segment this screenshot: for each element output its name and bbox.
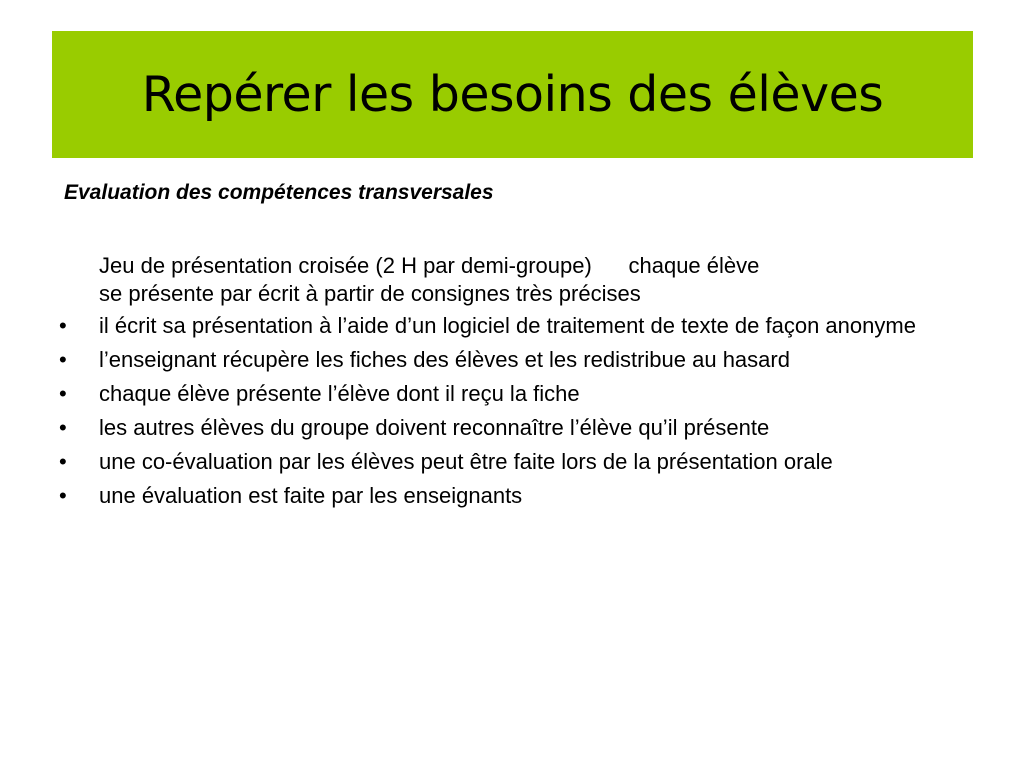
list-item-text: une évaluation est faite par les enseignants <box>99 483 523 508</box>
list-item-text: les autres élèves du groupe doivent reconnaître l’élève qu’il présente <box>99 415 770 440</box>
list-item <box>56 380 976 408</box>
slide-title: Repérer les besoins des élèves <box>141 66 884 123</box>
list-item-text: une co-évaluation par les élèves peut être faite lors de la présentation orale <box>99 449 833 474</box>
list-item <box>56 482 976 510</box>
bullet-icon: • <box>59 347 67 372</box>
list-item-text: l’enseignant récupère les fiches des élèves et les redistribue au hasard <box>99 347 790 372</box>
list-item-text: il écrit sa présentation à l’aide d’un logiciel de traitement de texte de façon anonyme <box>99 313 916 338</box>
bullet-icon: • <box>59 415 67 440</box>
list-item <box>56 414 976 442</box>
list-item <box>56 346 976 374</box>
intro-line-1: Jeu de présentation croisée (2 H par demi-groupe) chaque élève <box>99 253 760 278</box>
bullet-icon: • <box>59 483 67 508</box>
slide-subtitle: Evaluation des compétences transversales <box>64 181 494 204</box>
list-item <box>56 448 976 476</box>
bullet-icon: • <box>59 381 67 406</box>
list-item-text: chaque élève présente l’élève dont il reçu la fiche <box>99 381 580 406</box>
intro-line-2: se présente par écrit à partir de consignes très précises <box>99 281 641 306</box>
bullet-list <box>56 312 976 516</box>
bullet-icon: • <box>59 313 67 338</box>
title-bar <box>52 31 973 158</box>
list-item <box>56 312 976 340</box>
bullet-icon: • <box>59 449 67 474</box>
intro-paragraph <box>99 252 979 308</box>
